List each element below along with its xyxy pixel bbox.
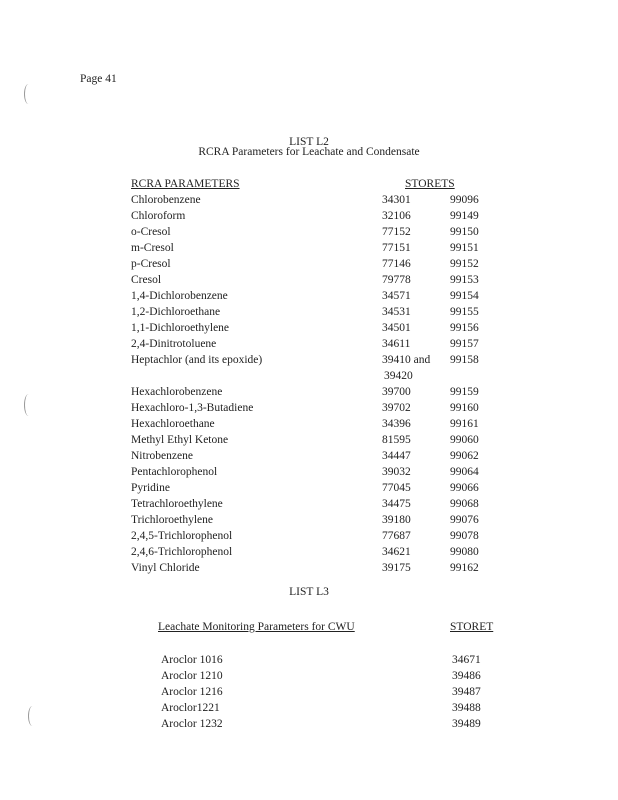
storet-value: 39410 and	[382, 354, 431, 366]
storet-value: 99062	[450, 450, 479, 462]
parameter-name: Aroclor 1016	[161, 654, 223, 666]
parameter-name: Tetrachloroethylene	[131, 498, 223, 510]
storet-value: 99068	[450, 498, 479, 510]
storet-value: 77045	[382, 482, 411, 494]
parameter-name: Chlorobenzene	[131, 194, 201, 206]
storet-value: 99096	[450, 194, 479, 206]
storet-value: 99078	[450, 530, 479, 542]
table-row	[0, 530, 618, 546]
parameter-name: Trichloroethylene	[131, 514, 213, 526]
storet-value: 99152	[450, 258, 479, 270]
table-row	[0, 194, 618, 210]
parameter-name: Aroclor 1232	[161, 718, 223, 730]
storet-value: 99154	[450, 290, 479, 302]
storet-value: 34301	[382, 194, 411, 206]
storets-header: STORETS	[405, 178, 455, 190]
parameter-name: Aroclor 1210	[161, 670, 223, 682]
leachate-parameters-header: Leachate Monitoring Parameters for CWU	[158, 621, 355, 633]
table-row	[0, 654, 618, 670]
table-row	[0, 386, 618, 402]
storet-header: STORET	[450, 621, 494, 633]
table-row	[0, 498, 618, 514]
parameter-name: m-Cresol	[131, 242, 174, 254]
storet-value: 99151	[450, 242, 479, 254]
table-row	[0, 562, 618, 578]
storet-value: 34447	[382, 450, 411, 462]
storet-value: 99064	[450, 466, 479, 478]
parameter-name: Hexachlorobenzene	[131, 386, 223, 398]
parameter-name: Pyridine	[131, 482, 170, 494]
table-row	[0, 274, 618, 290]
table-row	[0, 418, 618, 434]
storet-value: 39032	[382, 466, 411, 478]
storet-value: 77151	[382, 242, 411, 254]
parameter-name: Hexachloroethane	[131, 418, 215, 430]
parameter-name: 2,4,5-Trichlorophenol	[131, 530, 233, 542]
parameter-name: Nitrobenzene	[131, 450, 193, 462]
storet-value: 99158	[450, 354, 479, 366]
table-row	[0, 718, 618, 734]
storet-value: 99150	[450, 226, 479, 238]
table-row	[0, 354, 618, 382]
punch-hole-mark	[24, 84, 33, 104]
storet-value: 99080	[450, 546, 479, 558]
table-row	[0, 322, 618, 338]
table-row	[0, 702, 618, 718]
storet-value: 34571	[382, 290, 411, 302]
table-row	[0, 402, 618, 418]
storet-value: 81595	[382, 434, 411, 446]
storet-value: 34621	[382, 546, 411, 558]
storet-value: 99149	[450, 210, 479, 222]
storet-value: 39489	[452, 718, 481, 730]
storet-value: 99153	[450, 274, 479, 286]
parameter-name: Methyl Ethyl Ketone	[131, 434, 229, 446]
parameter-name: Hexachloro-1,3-Butadiene	[131, 402, 254, 414]
storet-value: 77687	[382, 530, 411, 542]
table-row	[0, 514, 618, 530]
storet-value: 77146	[382, 258, 411, 270]
parameter-name: Aroclor1221	[161, 702, 220, 714]
table-row	[0, 450, 618, 466]
storet-value: 34396	[382, 418, 411, 430]
table-row	[0, 242, 618, 258]
parameter-name: p-Cresol	[131, 258, 171, 270]
storet-value: 99162	[450, 562, 479, 574]
list-l2-title: LIST L2	[289, 136, 329, 148]
storet-value: 39487	[452, 686, 481, 698]
storet-value: 39702	[382, 402, 411, 414]
table-row	[0, 226, 618, 242]
storet-value: 99160	[450, 402, 479, 414]
list-l2-subtitle: RCRA Parameters for Leachate and Condensate	[198, 146, 420, 158]
storet-value: 34611	[382, 338, 411, 350]
storet-value: 77152	[382, 226, 411, 238]
parameter-name: Vinyl Chloride	[131, 562, 200, 574]
parameter-name: Pentachlorophenol	[131, 466, 218, 478]
parameter-name: Aroclor 1216	[161, 686, 223, 698]
storet-value: 99066	[450, 482, 479, 494]
page-number: Page 41	[80, 73, 117, 85]
rcra-parameters-header: RCRA PARAMETERS	[131, 178, 240, 190]
parameter-name: o-Cresol	[131, 226, 171, 238]
storet-value: 99161	[450, 418, 479, 430]
table-row	[0, 466, 618, 482]
parameter-name: 1,1-Dichloroethylene	[131, 322, 230, 334]
storet-value: 99156	[450, 322, 479, 334]
table-row	[0, 546, 618, 562]
parameter-name: Cresol	[131, 274, 162, 286]
storet-value: 99076	[450, 514, 479, 526]
storet-value: 32106	[382, 210, 411, 222]
parameter-name: 1,2-Dichloroethane	[131, 306, 221, 318]
parameter-name: Heptachlor (and its epoxide)	[131, 354, 263, 366]
parameter-name: 2,4-Dinitrotoluene	[131, 338, 217, 350]
table-row	[0, 482, 618, 498]
storet-value: 34671	[452, 654, 481, 666]
storet-value: 99159	[450, 386, 479, 398]
storet-value: 34501	[382, 322, 411, 334]
table-row	[0, 306, 618, 322]
storet-value: 39486	[452, 670, 481, 682]
storet-value: 39700	[382, 386, 411, 398]
storet-value: 99155	[450, 306, 479, 318]
table-row	[0, 290, 618, 306]
parameter-name: 1,4-Dichlorobenzene	[131, 290, 228, 302]
storet-value: 39175	[382, 562, 411, 574]
storet-value: 34531	[382, 306, 411, 318]
storet-value: 99060	[450, 434, 479, 446]
storet-value: 99157	[450, 338, 479, 350]
table-row	[0, 434, 618, 450]
table-row	[0, 670, 618, 686]
table-row	[0, 258, 618, 274]
parameter-name: 2,4,6-Trichlorophenol	[131, 546, 233, 558]
table-row	[0, 686, 618, 702]
list-l3-title: LIST L3	[289, 586, 329, 598]
storet-value: 39488	[452, 702, 481, 714]
storet-value: 79778	[382, 274, 411, 286]
storet-value: 39180	[382, 514, 411, 526]
parameter-name: Chloroform	[131, 210, 186, 222]
table-row	[0, 210, 618, 226]
storet-value: 34475	[382, 498, 411, 510]
table-row	[0, 338, 618, 354]
storet-value: 39420	[384, 370, 413, 382]
